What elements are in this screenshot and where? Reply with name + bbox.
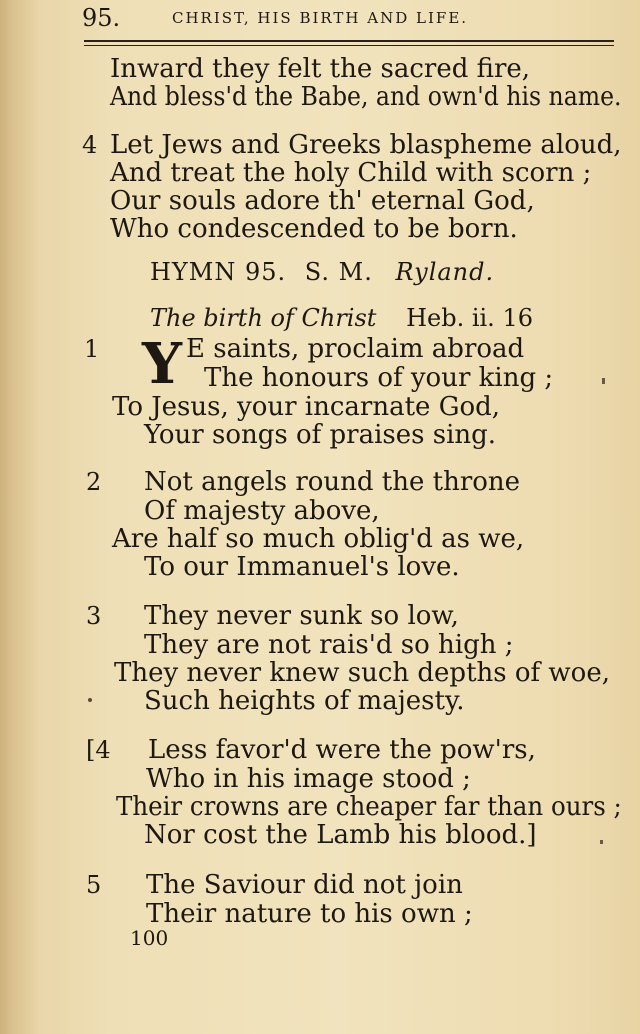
ink-speck [88,698,92,702]
stanza-line: Nor cost the Lamb his blood.] [144,820,537,850]
stanza-line: Such heights of majesty. [144,686,465,716]
verse-line: And treat the holy Child with scorn ; [110,158,592,188]
stanza-line: They are not rais'd so high ; [144,630,514,660]
ink-speck [602,378,605,384]
signature-mark: 100 [130,926,169,950]
verse-line: Let Jews and Greeks blaspheme aloud, [110,130,622,160]
stanza-line: E saints, proclaim abroad [186,334,525,364]
stanza-number: 2 [86,468,102,496]
stanza-line: The Saviour did not join [146,870,463,900]
stanza-line: To our Immanuel's love. [144,552,460,582]
stanza-line: Are half so much oblig'd as we, [112,524,525,554]
stanza-line: To Jesus, your incarnate God, [112,392,501,422]
verse-number: 4 [82,131,98,159]
stanza-line: Who in his image stood ; [146,764,471,794]
stanza-line: Of majesty above, [144,496,380,526]
stanza-line: Your songs of praises sing. [144,420,497,450]
ink-speck [600,840,603,844]
stanza-line: The honours of your king ; [204,363,554,393]
page-number: 95. [82,4,121,32]
hymn-heading [150,258,494,286]
stanza-line: Less favor'd were the pow'rs, [148,735,536,765]
hymn-author: Ryland. [395,258,495,286]
stanza-number: 5 [86,871,102,899]
hymn-subheading [150,304,533,332]
stanza-line: Not angels round the throne [144,467,521,497]
running-title: CHRIST, HIS BIRTH AND LIFE. [172,9,469,27]
verse-line: And bless'd the Babe, and own'd his name. [110,82,622,112]
stanza-number: 3 [86,602,102,630]
stanza-line: They never knew such depths of woe, [114,658,610,688]
drop-cap: Y [142,331,182,397]
stanza-number: 1 [84,335,100,363]
stanza-line: Their crowns are cheaper far than ours ; [116,792,622,822]
stanza-number: [4 [86,736,111,764]
hymn-meter: S. M. [304,258,373,286]
stanza-line: Their nature to his own ; [146,899,473,929]
scripture-reference: Heb. ii. 16 [406,304,533,332]
header-rule [84,40,614,42]
verse-line: Who condescended to be born. [110,214,518,244]
hymn-subject: The birth of Christ [150,304,377,332]
header-rule-thin [84,45,614,46]
verse-line: Inward they felt the sacred fire, [110,54,531,84]
stanza-line: They never sunk so low, [144,601,459,631]
verse-line: Our souls adore th' eternal God, [110,186,535,216]
hymn-title: HYMN 95. [150,258,287,286]
